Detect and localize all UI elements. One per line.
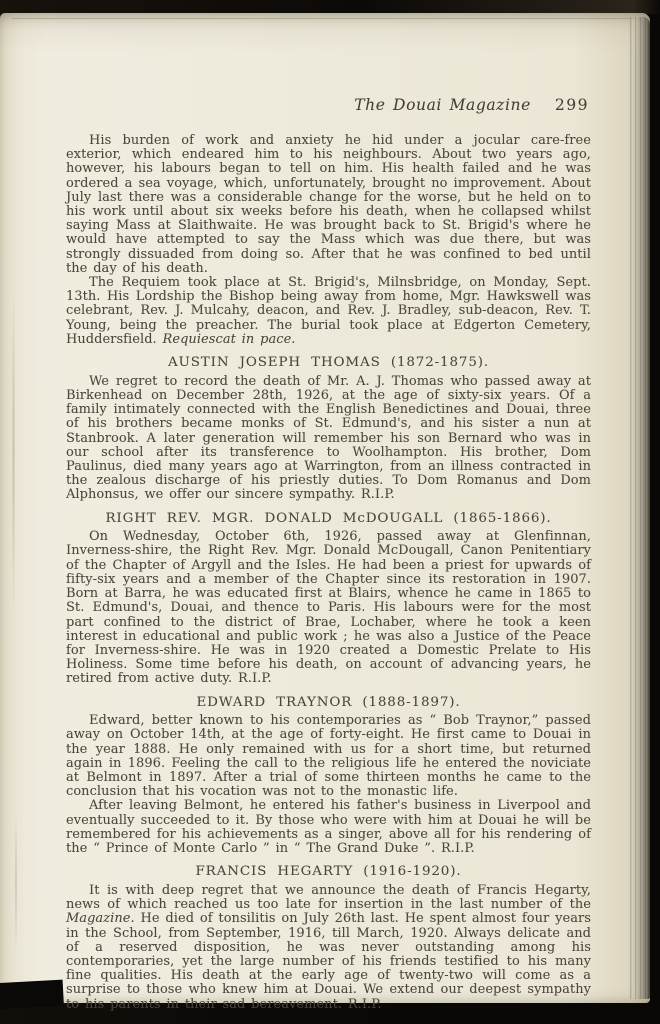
hegarty-text-after: He died of tonsilitis on July 26th last. He spent almost four years in the School, from September, 1916, till March, 1920. Always delicate and of a reserved disposition, he was never outstanding among his contemporaries, yet the large number of his friends testified to his many fine qualities. His death at the early age of twenty-two will come as a surprise to those who knew him at Douai. We extend our deepest sympathy to his parents in their sad bereavement. R.I.P.: [66, 911, 591, 1012]
obituary-paragraph-burden: His burden of work and anxiety he hid under a jocular care-free exterior, which endeared him to his neighbours. About two years ago, however, his labours began to tell on him. His health failed and he was ordered a sea voyage, which, unfortunately, brought no improvement. About July last there was a considerable change for the worse, but he held on to his work until about six weeks before his death, when he collapsed whilst saying Mass at Slaithwaite. He was brought back to St. Brigid's where he would have attempted to say the Mass which was due there, but was strongly dissuaded from doing so. After that he was confined to bed until the day of his death.: [66, 133, 591, 276]
page-gutter-crease: [11, 203, 16, 703]
bottom-left-shadow-wedge: [0, 980, 64, 1009]
obituary-paragraph-thomas: We regret to record the death of Mr. A. J. Thomas who passed away at Birkenhead on December 28th, 1926, at the age of sixty-six years. Of a family intimately connected with the English Benedictines and Douai, three of his brothers became monks of St. Edmund's, and his sister a nun at Stanbrook. A later generation will remember his son Bernard who was in our school after its transference to Woolhampton. His brother, Dom Paulinus, died many years ago at Warrington, from an illness contracted in the zealous discharge of his priestly duties. To Dom Romanus and Dom Alphonsus, we offer our sincere sympathy. R.I.P.: [66, 373, 591, 503]
section-heading-traynor: EDWARD TRAYNOR (1888-1897).: [196, 694, 461, 710]
section-heading-mcdougall: RIGHT REV. MGR. DONALD McDOUGALL (1865-1866).: [105, 510, 552, 526]
magazine-italic: Magazine.: [66, 911, 135, 927]
obituary-paragraph-traynor-1: Edward, better known to his contemporaries as “ Bob Traynor,” passed away on October 14th, at the age of forty-eight. He first came to Douai in the year 1888. He only remained with us for a short time, but returned again in 1896. Feeling the call to the religious life he entered the noviciate at Belmont in 1897. After a trial of some thirteen months he came to the conclusion that his vocation was not to the monastic life.: [66, 713, 591, 800]
page-content: [66, 97, 591, 1012]
page-gutter-crease-lower: [14, 773, 18, 993]
page-number: 299: [554, 96, 589, 114]
requiem-text: The Requiem took place at St. Brigid's, Milnsbridge, on Monday, Sept. 13th. His Lordship the Bishop being away from home, Mgr. Hawkswell was celebrant, Rev. J. Mulcahy, deacon, and Rev. J. Bradley, sub-deacon, Rev. T. Young, being the preacher. The burial took place at Edgerton Cemetery, Huddersfield.: [66, 275, 591, 347]
obituary-paragraph-requiem: [66, 276, 591, 347]
section-heading-hegarty: FRANCIS HEGARTY (1916-1920).: [195, 864, 462, 880]
journal-title: The Douai Magazine: [354, 96, 531, 114]
obituary-paragraph-hegarty: [66, 884, 591, 1012]
requiescat-italic: Requiescat in pace.: [162, 331, 296, 347]
hegarty-text-before: It is with deep regret that we announce the death of Francis Hegarty, news of which reached us too late for insertion in the last number of the: [66, 882, 591, 913]
section-heading-thomas: AUSTIN JOSEPH THOMAS (1872-1875).: [167, 355, 490, 371]
obituary-paragraph-mcdougall: On Wednesday, October 6th, 1926, passed away at Glenfinnan, Inverness-shire, the Right Rev. Mgr. Donald McDougall, Canon Penitentiary of the Chapter of Argyll and the Isles. He had been a priest for upwards of fifty-six years and a member of the Chapter since its restoration in 1907. Born at Barra, he was educated first at Blairs, whence he came in 1865 to St. Edmund's, Douai, and thence to Paris. His labours were for the most part confined to the district of Brae, Lochaber, where he took a keen interest in educational and public work ; he was also a Justice of the Peace for Inverness-shire. He was in 1920 created a Domestic Prelate to His Holiness. Some time before his death, on account of advancing years, he retired from active duty. R.I.P.: [66, 529, 591, 687]
magazine-page: [0, 13, 650, 1012]
book-fore-edge-pages: [628, 17, 650, 999]
obituary-paragraph-traynor-2: After leaving Belmont, he entered his father's business in Liverpool and eventually succeeded to it. By those who were with him at Douai he will be remembered for his achievements as a singer, above all for his rendering of the “ Prince of Monte Carlo ” in “ The Grand Duke ”. R.I.P.: [66, 798, 591, 857]
running-header: [66, 97, 589, 114]
